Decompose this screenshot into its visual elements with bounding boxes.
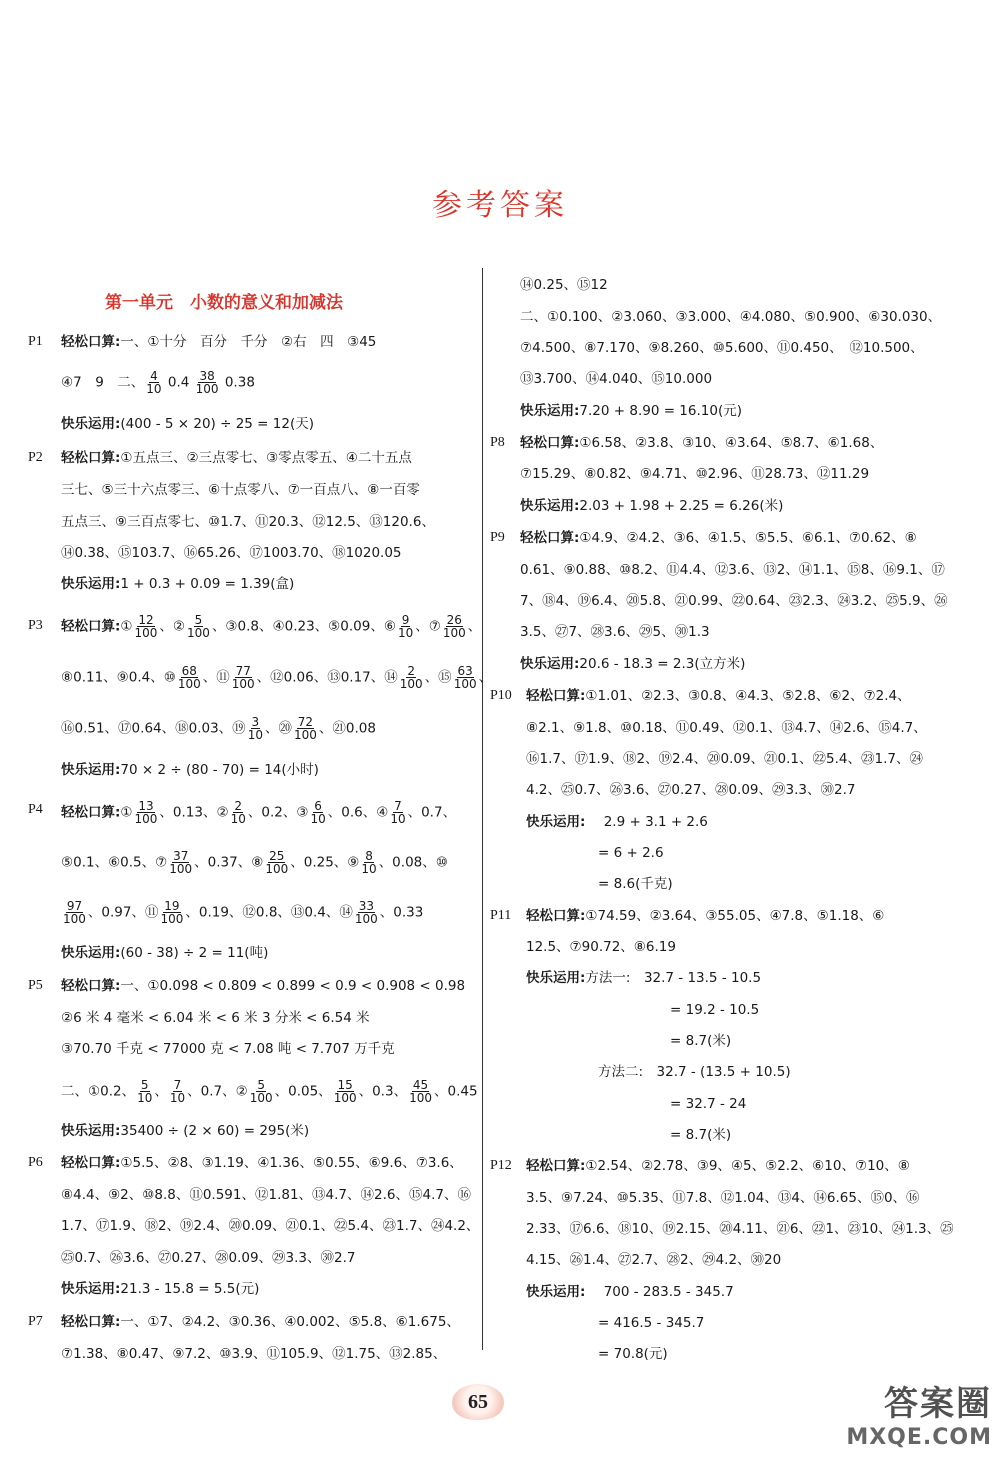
p10-line7: = 8.6(千克) <box>598 876 673 892</box>
p9-line4: 3.5、㉗7、㉘3.6、㉙5、㉚1.3 <box>520 624 710 640</box>
page-label-p12: P12 <box>490 1158 512 1173</box>
p5-line3: ③70.70 千克 < 77000 克 < 7.08 吨 < 7.707 万千克 <box>61 1041 395 1057</box>
unit-title: 第一单元 小数的意义和加减法 <box>105 293 343 313</box>
p1-line3 <box>61 414 314 434</box>
p12-happy-use-label: 快乐运用: <box>526 1284 586 1300</box>
p2-line4: ⑭0.38、⑮103.7、⑯65.26、⑰1003.70、⑱1020.05 <box>61 545 402 561</box>
p12-line6: = 416.5 - 345.7 <box>598 1315 705 1331</box>
p8-line2: ⑦15.29、⑧0.82、⑨4.71、⑩2.96、⑪28.73、⑫11.29 <box>520 466 870 482</box>
page-label-p6: P6 <box>28 1155 43 1170</box>
p2-line3: 五点三、⑨三百点零七、⑩1.7、⑪20.3、⑫12.5、⑬120.6、 <box>61 514 435 530</box>
fraction: $\frac{6}{10}$ <box>310 799 326 826</box>
p3-line3: ⑯0.51、⑰0.64、⑱0.03、⑲ $\frac{3}{10}$ 、⑳ $\frac{72}{100}$ 、㉑0.08 <box>61 715 376 742</box>
p3-quick-calc-label: 轻松口算: <box>61 618 121 635</box>
fraction: $\frac{68}{100}$ <box>177 664 201 691</box>
page-number: 65 <box>452 1384 504 1420</box>
p9-quick-calc-label: 轻松口算: <box>520 530 580 546</box>
fraction: $\frac{5}{100}$ <box>187 613 210 640</box>
fraction: $\frac{33}{100}$ <box>354 899 378 926</box>
fraction: $\frac{26}{100}$ <box>442 613 466 640</box>
p7-quick-calc-label: 轻松口算: <box>61 1314 121 1330</box>
p12-line5 <box>526 1282 734 1302</box>
page-label-p8: P8 <box>490 435 505 450</box>
p8-line3 <box>520 496 783 516</box>
p12-quick-calc-label: 轻松口算: <box>526 1158 586 1174</box>
p12-line4: 4.15、㉖1.4、㉗2.7、㉘2、㉙4.2、㉚20 <box>526 1252 782 1268</box>
p5-quick-calc-label: 轻松口算: <box>61 978 121 994</box>
p12-line3: 2.33、⑰6.6、⑱10、⑲2.15、⑳4.11、㉑6、㉒1、㉓10、㉔1.3、㉕ <box>526 1221 954 1237</box>
p11-quick-calc-label: 轻松口算: <box>526 908 586 924</box>
p4-line4 <box>61 943 268 963</box>
p11-line6: 方法二: 32.7 - (13.5 + 10.5) <box>598 1064 791 1080</box>
page-label-p5: P5 <box>28 978 43 993</box>
p11-line5: = 8.7(米) <box>670 1033 732 1049</box>
fraction: $\frac{13}{100}$ <box>134 799 158 826</box>
p5-line4: 二、①0.2、 $\frac{5}{10}$ 、 $\frac{7}{10}$ 、0.7、② $\frac{5}{100}$ 、0.05、 $\frac{15}{100}$ 、0.3、 $\frac{45}{100}$ 、0.45 <box>61 1078 478 1105</box>
p5-line2: ②6 米 4 毫米 < 6.04 米 < 6 米 3 分米 < 6.54 米 <box>61 1010 370 1026</box>
p3-happy-use: 70 × 2 ÷ (80 - 70) = 14(小时) <box>120 762 319 778</box>
page-label-p7: P7 <box>28 1314 43 1329</box>
p12-line7: = 70.8(元) <box>598 1346 668 1362</box>
p1-answers-1: 一、①十分 百分 千分 ②右 四 ③45 <box>120 334 377 350</box>
p4-happy-use-label: 快乐运用: <box>61 945 121 961</box>
p1-quick-calc-label: 轻松口算: <box>61 334 121 350</box>
p4-line3: $\frac{97}{100}$ 、0.97、⑪ $\frac{19}{100}$ 、0.19、⑫0.8、⑬0.4、⑭ $\frac{33}{100}$ 、0.33 <box>63 899 424 926</box>
p5-happy-use-label: 快乐运用: <box>61 1123 121 1139</box>
fraction: $\frac{12}{100}$ <box>134 613 158 640</box>
p7c-line4: ⑬3.700、⑭4.040、⑮10.000 <box>520 371 713 387</box>
watermark-url: MXQE.COM <box>846 1425 992 1450</box>
p8-happy-use: 2.03 + 1.98 + 2.25 = 6.26(米) <box>579 498 784 514</box>
p6-happy-use: 21.3 - 15.8 = 5.5(元) <box>120 1281 260 1297</box>
p2-happy-use: 1 + 0.3 + 0.09 = 1.39(盒) <box>120 576 295 592</box>
p5-happy-use: 35400 ÷ (2 × 60) = 295(米) <box>120 1123 310 1139</box>
p11-line4: = 19.2 - 10.5 <box>670 1002 760 1018</box>
p7-happy-use: 7.20 + 8.90 = 16.10(元) <box>579 403 742 419</box>
p6-line3: 1.7、⑰1.9、⑱2、⑲2.4、⑳0.09、㉑0.1、㉒5.4、㉓1.7、㉔4.2、 <box>61 1218 480 1234</box>
p5-line5 <box>61 1121 309 1141</box>
p4-line2: ⑤0.1、⑥0.5、⑦ $\frac{37}{100}$ 、0.37、⑧ $\frac{25}{100}$ 、0.25、⑨ $\frac{8}{10}$ 、0.08、⑩ <box>61 849 448 876</box>
p1-answers-2: ④7 9 二、 <box>61 374 145 391</box>
p6-answers-1: ①5.5、②8、③1.19、④1.36、⑤0.55、⑥9.6、⑦3.6、 <box>120 1155 463 1171</box>
fraction: $\frac{5}{10}$ <box>137 1078 153 1105</box>
p2-line2: 三七、⑤三十六点零三、⑥十点零八、⑦一百点八、⑧一百零 <box>61 482 420 498</box>
page-label-p9: P9 <box>490 530 505 545</box>
p8-answers-1: ①6.58、②3.8、③10、④3.64、⑤8.7、⑥1.68、 <box>579 435 884 451</box>
p12-line2: 3.5、⑨7.24、⑩5.35、⑪7.8、⑫1.04、⑬4、⑭6.65、⑮0、⑯ <box>526 1190 920 1206</box>
p2-quick-calc-label: 轻松口算: <box>61 450 121 466</box>
watermark-text: 答案圈 <box>884 1384 992 1424</box>
page-label-p2: P2 <box>28 450 43 465</box>
p7c-line1: ⑭0.25、⑮12 <box>520 277 608 293</box>
p9-happy-use: 20.6 - 18.3 = 2.3(立方米) <box>579 656 746 672</box>
fraction: $\frac{7}{10}$ <box>390 799 406 826</box>
p6-line5 <box>61 1279 259 1299</box>
fraction: $\frac{19}{100}$ <box>160 899 184 926</box>
fraction: $\frac{63}{100}$ <box>453 664 477 691</box>
p11-line7: = 32.7 - 24 <box>670 1096 747 1112</box>
fraction: $\frac{97}{100}$ <box>63 899 86 926</box>
column-divider <box>482 268 483 1350</box>
p9-line2: 0.61、⑨0.88、⑩8.2、⑪4.4、⑫3.6、⑬2、⑭1.1、⑮8、⑯9.1、⑰ <box>520 562 945 578</box>
page-label-p11: P11 <box>490 908 512 923</box>
fraction: $\frac{8}{10}$ <box>361 849 377 876</box>
p10-happy-use: 2.9 + 3.1 + 2.6 <box>603 814 708 830</box>
p7c-line5 <box>520 401 742 421</box>
p10-line3: ⑯1.7、⑰1.9、⑱2、⑲2.4、⑳0.09、㉑0.1、㉒5.4、㉓1.7、㉔ <box>526 751 923 767</box>
p1-answer: 0.38 <box>224 374 255 391</box>
watermark-logo <box>772 1376 992 1456</box>
p12-answers-1: ①2.54、②2.78、③9、④5、⑤2.2、⑥10、⑦10、⑧ <box>585 1158 910 1174</box>
p5-answers-1: 一、①0.098 < 0.809 < 0.899 < 0.9 < 0.908 < 0.98 <box>120 978 466 994</box>
p1-line2 <box>61 370 255 395</box>
p11-answers-1: ①74.59、②3.64、③55.05、④7.8、⑤1.18、⑥ <box>585 908 885 924</box>
p4-happy-use: (60 - 38) ÷ 2 = 11(吨) <box>120 945 269 961</box>
p11-method-1: 方法一: 32.7 - 13.5 - 10.5 <box>585 970 762 986</box>
page-title: 参考答案 <box>432 188 568 223</box>
fraction: $\frac{77}{100}$ <box>231 664 255 691</box>
p2-line5 <box>61 574 294 594</box>
p8-happy-use-label: 快乐运用: <box>520 498 580 514</box>
p11-line3 <box>526 968 761 988</box>
p6-happy-use-label: 快乐运用: <box>61 1281 121 1297</box>
fraction: $\frac{15}{100}$ <box>333 1078 357 1105</box>
p10-happy-use-label: 快乐运用: <box>526 814 586 830</box>
p1-happy-use: (400 - 5 × 20) ÷ 25 = 12(天) <box>120 416 315 432</box>
p6-line2: ⑧4.4、⑨2、⑩8.8、⑪0.591、⑫1.81、⑬4.7、⑭2.6、⑮4.7、⑯ <box>61 1187 471 1203</box>
p3-happy-use-label: 快乐运用: <box>61 762 121 778</box>
p9-line5 <box>520 654 745 674</box>
p2-happy-use-label: 快乐运用: <box>61 576 121 592</box>
p11-line2: 12.5、⑦90.72、⑧6.19 <box>526 939 676 955</box>
page-label-p3: P3 <box>28 618 43 633</box>
page-label-p4: P4 <box>28 802 43 817</box>
fraction: $\frac{72}{100}$ <box>293 715 317 742</box>
fraction: $\frac{5}{100}$ <box>249 1078 273 1105</box>
fraction: $\frac{37}{100}$ <box>169 849 193 876</box>
p8-quick-calc-label: 轻松口算: <box>520 435 580 451</box>
p10-line6: = 6 + 2.6 <box>598 845 664 861</box>
p2-answers-1: ①五点三、②三点零七、③零点零五、④二十五点 <box>120 450 412 466</box>
p9-answers-1: ①4.9、②4.2、③6、④1.5、⑤5.5、⑥6.1、⑦0.62、⑧ <box>579 530 917 546</box>
p10-quick-calc-label: 轻松口算: <box>526 688 586 704</box>
p10-line2: ⑧2.1、⑨1.8、⑩0.18、⑪0.49、⑫0.1、⑬4.7、⑭2.6、⑮4.7、 <box>526 720 927 736</box>
fraction: $\frac{9}{10}$ <box>397 613 414 640</box>
p7c-line3: ⑦4.500、⑧7.170、⑨8.260、⑩5.600、⑪0.450、 ⑫10.500、 <box>520 340 924 356</box>
p7-happy-use-label: 快乐运用: <box>520 403 580 419</box>
p1-answer: 0.4 <box>167 374 190 391</box>
fraction: $\frac{45}{100}$ <box>409 1078 432 1105</box>
fraction: $\frac{2}{100}$ <box>399 664 423 691</box>
p11-happy-use-label: 快乐运用: <box>526 970 586 986</box>
p7-answers-1: 一、①7、②4.2、③0.36、④0.002、⑤5.8、⑥1.675、 <box>120 1314 460 1330</box>
p10-line4: 4.2、㉕0.7、㉖3.6、㉗0.27、㉘0.09、㉙3.3、㉚2.7 <box>526 782 856 798</box>
p6-line4: ㉕0.7、㉖3.6、㉗0.27、㉘0.09、㉙3.3、㉚2.7 <box>61 1250 356 1266</box>
p10-answers-1: ①1.01、②2.3、③0.8、④4.3、⑤2.8、⑥2、⑦2.4、 <box>585 688 911 704</box>
p11-line8: = 8.7(米) <box>670 1127 732 1143</box>
p3-line4 <box>61 760 319 780</box>
p10-line5 <box>526 812 708 832</box>
fraction: $\frac{3}{10}$ <box>247 715 263 742</box>
fraction: $\frac{7}{10}$ <box>169 1078 186 1105</box>
p6-quick-calc-label: 轻松口算: <box>61 1155 121 1171</box>
page-label-p1: P1 <box>28 334 43 349</box>
p9-happy-use-label: 快乐运用: <box>520 656 580 672</box>
p7c-line2: 二、①0.100、②3.060、③3.000、④4.080、⑤0.900、⑥30.030、 <box>520 309 942 325</box>
fraction: $\frac{4}{10}$ <box>146 369 162 396</box>
fraction: $\frac{38}{100}$ <box>195 369 219 396</box>
p1-happy-use-label: 快乐运用: <box>61 416 121 432</box>
p7-line2: ⑦1.38、⑧0.47、⑨7.2、⑩3.9、⑪105.9、⑫1.75、⑬2.85、 <box>61 1346 447 1362</box>
fraction: $\frac{2}{10}$ <box>230 799 246 826</box>
p12-happy-use: 700 - 283.5 - 345.7 <box>603 1284 734 1300</box>
page-label-p10: P10 <box>490 688 512 703</box>
p3-line2: ⑧0.11、⑨0.4、⑩ $\frac{68}{100}$ 、⑪ $\frac{77}{100}$ 、⑫0.06、⑬0.17、⑭ $\frac{2}{100}$ 、⑮ $\frac{63}{100}$ 、 <box>61 664 493 691</box>
p4-quick-calc-label: 轻松口算: <box>61 804 121 821</box>
fraction: $\frac{25}{100}$ <box>265 849 289 876</box>
p9-line3: 7、⑱4、⑲6.4、⑳5.8、㉑0.99、㉒0.64、㉓2.3、㉔3.2、㉕5.9、㉖ <box>520 593 948 609</box>
